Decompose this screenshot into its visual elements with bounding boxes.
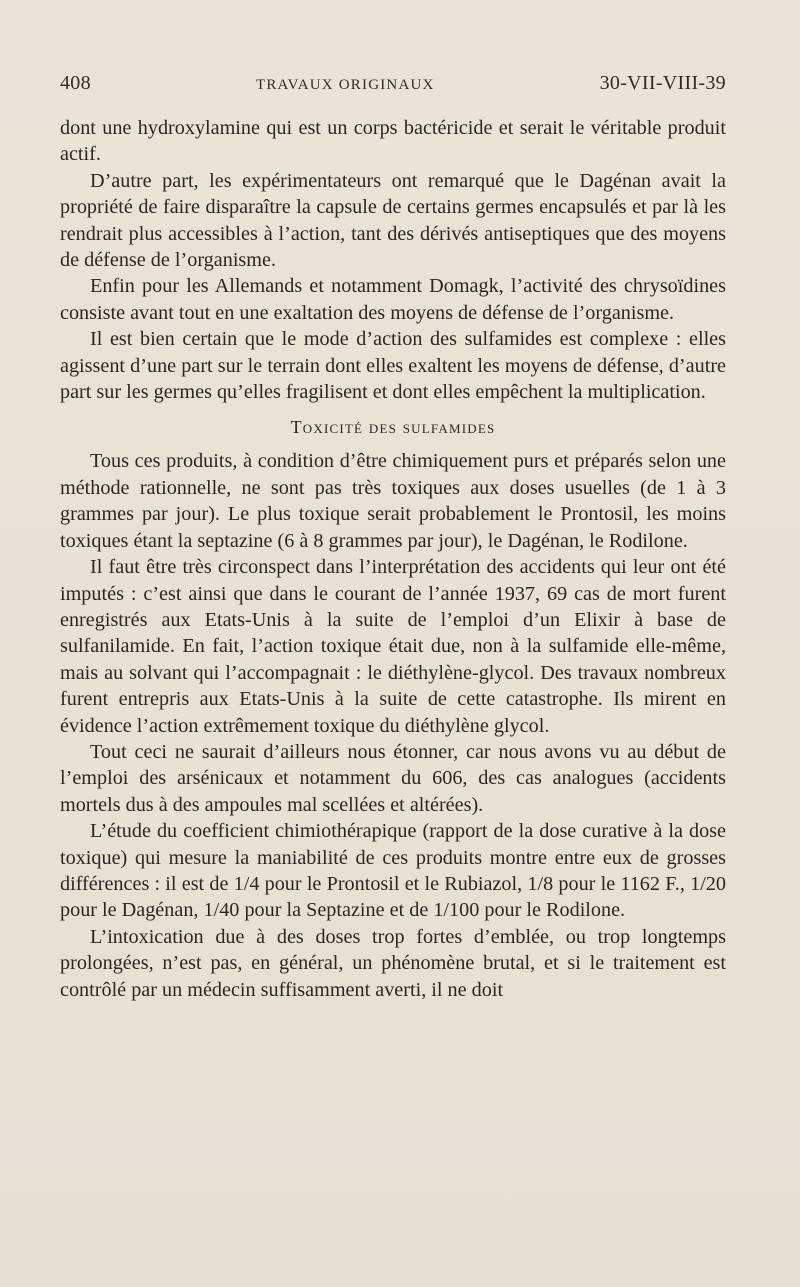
paragraph: Enfin pour les Allemands et notamment Domagk, l’activité des chrysoïdines consiste avant tout en une exaltation des moyens de défense de l’organisme. xyxy=(60,275,726,324)
section-heading-text: Toxicité des sulfamides xyxy=(290,417,496,438)
paragraph: D’autre part, les expérimentateurs ont remarqué que le Dagénan avait la propriété de faire disparaître la capsule de certains germes encapsulés et par là les rendrait plus accessibles à l’action, tant des dérivés antiseptiques que des moyens de défense de l’organisme. xyxy=(60,169,726,272)
page-body xyxy=(60,115,726,1003)
section-heading xyxy=(60,417,726,438)
paragraph: L’intoxication due à des doses trop fortes d’emblée, ou trop longtemps prolongées, n’est pas, en général, un phénomène brutal, et si le traitement est contrôlé par un médecin suffisamment averti, il ne doit xyxy=(60,925,726,1001)
page-number: 408 xyxy=(60,72,91,94)
paragraph: dont une hydroxylamine qui est un corps bactéricide et serait le véritable produit actif. xyxy=(60,117,726,166)
paragraph: L’étude du coefficient chimiothérapique (rapport de la dose curative à la dose toxique) qui mesure la maniabilité de ces produits montre entre eux de grosses différences : il est de 1/4 pour le Prontosil et le Rubiazol, 1/8 pour le 1162 F., 1/20 pour le Dagénan, 1/40 pour la Septazine et de 1/100 pour le Rodilone. xyxy=(60,820,726,922)
issue-date: 30-VII-VIII-39 xyxy=(599,72,726,94)
paragraph: Il faut être très circonspect dans l’interprétation des accidents qui leur ont été imputés : c’est ainsi que dans le courant de l’année 1937, 69 cas de mort furent enregistrés aux Etats-Unis à la suite de l’emploi d’un Elixir à base de sulfanilamide. En fait, l’action toxique était due, non à la sulfamide elle-même, mais au solvant qui l’accompagnait : le diéthylène-glycol. Des travaux nombreux furent entrepris aux Etats-Unis à la suite de cette catastrophe. Ils mirent en évidence l’action extrêmement toxique du diéthylène glycol. xyxy=(60,556,726,737)
paragraph: Il est bien certain que le mode d’action des sulfamides est complexe : elles agissent d’une part sur le terrain dont elles exaltent les moyens de défense, d’autre part sur les germes qu’elles fragilisent et dont elles empêchent la multiplication. xyxy=(60,328,726,404)
running-header xyxy=(60,72,726,95)
paragraph: Tous ces produits, à condition d’être chimiquement purs et préparés selon une méthode rationnelle, ne sont pas très toxiques aux doses usuelles (de 1 à 3 grammes par jour). Le plus toxique serait probablement le Prontosil, les moins toxiques étant la septazine (6 à 8 grammes par jour), le Dagénan, le Rodilone. xyxy=(60,450,726,552)
running-title: TRAVAUX ORIGINAUX xyxy=(255,77,435,93)
paragraph: Tout ceci ne saurait d’ailleurs nous étonner, car nous avons vu au début de l’emploi des arsénicaux et notamment du 606, des cas analogues (accidents mortels dus à des ampoules mal scellées et altérées). xyxy=(60,740,726,816)
